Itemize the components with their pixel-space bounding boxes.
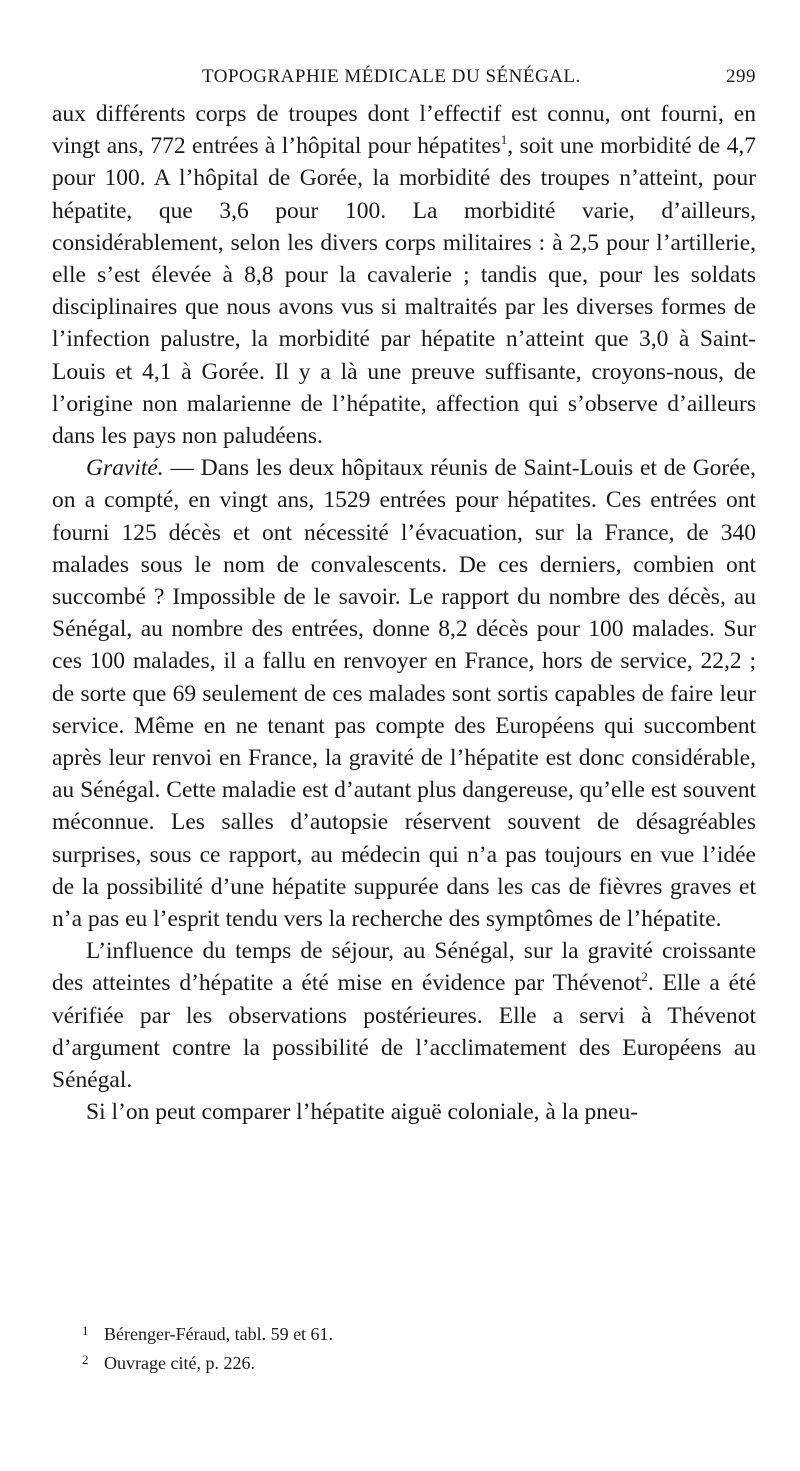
footnote-reference: 2 — [641, 969, 648, 985]
footnote — [82, 1347, 702, 1376]
paragraph-text: L’influence du temps de séjour, au Sénégal, sur la gravité croissante des atteintes d’hépatite a été mise en évidence par Thévenot — [52, 938, 756, 997]
paragraph-text: Si l’on peut comparer l’hépatite aiguë coloniale, à la pneu- — [86, 1099, 639, 1126]
body-text — [52, 98, 756, 1129]
paragraph-morbidity — [52, 98, 756, 452]
paragraph-comparison — [52, 1096, 756, 1128]
footnotes — [82, 1318, 702, 1376]
paragraph-text: aux différents corps de troupes dont l’effectif est connu, ont fourni, en vingt ans, 772 entrées à l’hôpital pour hépatites — [52, 101, 756, 160]
running-title: TOPOGRAPHIE MÉDICALE DU SÉNÉGAL. — [202, 66, 581, 87]
footnote-mark: 1 — [82, 1323, 89, 1338]
footnote-text: Bérenger-Féraud, tabl. 59 et 61. — [104, 1324, 334, 1344]
paragraph-gravity — [52, 452, 756, 935]
paragraph-text: , soit une morbidité de 4,7 pour 100. A l’hôpital de Gorée, la morbidité des troupes n’atteint, pour hépatite, que 3,6 pour 100. La morbidité varie, d’ailleurs, considérablement, selon les divers corps militaires : à 2,5 pour l’artillerie, elle s’est élevée à 8,8 pour la cavalerie ; tandis que, pour les soldats disciplinaires que nous avons vus si maltraités par les diverses formes de l’infection palustre, la morbidité par hépatite n’atteint que 3,0 à Saint-Louis et 4,1 à Gorée. Il y a là une preuve suffisante, croyons-nous, de l’origine non malarienne de l’hépatite, affection qui s’observe d’ailleurs dans les pays non paludéens. — [52, 133, 757, 450]
paragraph-text: — Dans les deux hôpitaux réunis de Saint-Louis et de Gorée, on a compté, en vingt ans, 1529 entrées pour hépatites. Ces entrées ont fourni 125 décès et ont nécessité l’évacuation, sur la France, de 340 malades sous le nom de convalescents. De ces derniers, combien ont succombé ? Impossible de le savoir. Le rapport du nombre des décès, au Sénégal, au nombre des entrées, donne 8,2 décès pour 100 malades. Sur ces 100 malades, il a fallu en renvoyer en France, hors de service, 22,2 ; de sorte que 69 seulement de ces malades sont sortis capables de faire leur service. Même en ne tenant pas compte des Européens qui succombent après leur renvoi en France, la gravité de l’hépatite est donc considérable, au Sénégal. Cette maladie est d’autant plus dangereuse, qu’elle est souvent méconnue. Les salles d’autopsie réservent souvent de désagréables surprises, sous ce rapport, au médecin qui n’a pas toujours en vue l’idée de la possibilité d’une hépatite suppurée dans les cas de fièvres graves et n’a pas eu l’esprit tendu vers la recherche des symptômes de l’hépatite. — [52, 455, 756, 933]
page-number: 299 — [726, 66, 756, 87]
footnote — [82, 1318, 702, 1347]
paragraph-residence-influence — [52, 935, 756, 1096]
footnote-reference: 1 — [500, 132, 508, 148]
running-header — [52, 62, 756, 94]
section-run-in-heading: Gravité. — [86, 455, 164, 482]
paragraph-text: . Elle a été vérifiée par les observations postérieures. Elle a servi à Thévenot d’argument contre la possibilité de l’acclimatement des Européens au Sénégal. — [52, 970, 756, 1094]
footnote-text: Ouvrage cité, p. 226. — [104, 1353, 255, 1373]
footnote-mark: 2 — [82, 1352, 89, 1367]
